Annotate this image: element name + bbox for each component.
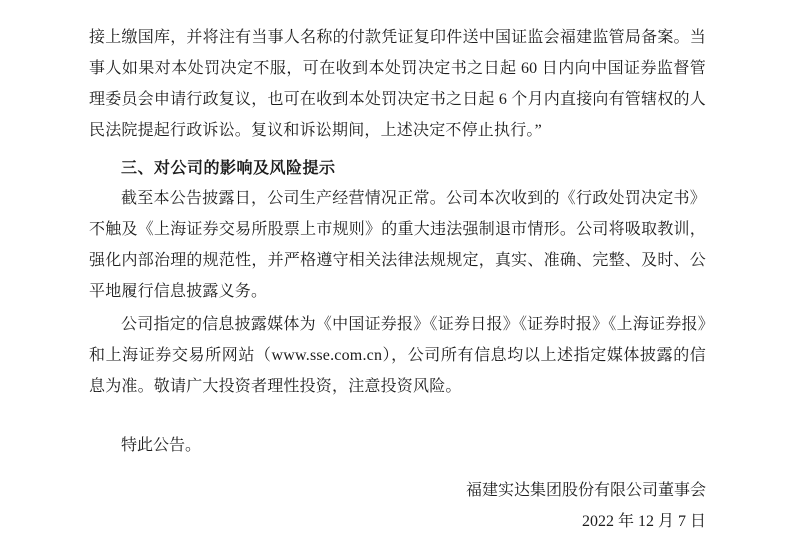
signature-block (89, 475, 706, 537)
section-heading-impact-and-risk: 三、对公司的影响及风险提示 (121, 158, 336, 177)
signature-company: 福建实达集团股份有限公司董事会 (465, 482, 706, 499)
closing-statement: 特此公告。 (121, 437, 202, 454)
paragraph-penalty-appeal: 接上缴国库，并将注有当事人名称的付款凭证复印件送中国证监会福建监管局备案。当事人如果对本处罚决定不服，可在收到本处罚决定书之日起 60 日内向中国证券监督管理委员会申请行政复议，也可在收到本处罚决定书之日起 6 个月内直接向有管辖权的人民法院提起行政诉讼。复议和诉讼期间，上述决定不停止执行。” (89, 29, 706, 139)
paragraph-disclosure-media: 公司指定的信息披露媒体为《中国证券报》《证券日报》《证券时报》《上海证券报》和上海证券交易所网站（www.sse.com.cn），公司所有信息均以上述指定媒体披露的信息为准。敬请广大投资者理性投资，注意投资风险。 (89, 316, 706, 395)
paragraph-company-status: 截至本公告披露日，公司生产经营情况正常。公司本次收到的《行政处罚决定书》不触及《上海证券交易所股票上市规则》的重大违法强制退市情形。公司将吸取教训，强化内部治理的规范性，并严格遵守相关法律法规规定，真实、准确、完整、及时、公平地履行信息披露义务。 (89, 190, 706, 300)
signature-date: 2022 年 12 月 7 日 (581, 513, 706, 530)
